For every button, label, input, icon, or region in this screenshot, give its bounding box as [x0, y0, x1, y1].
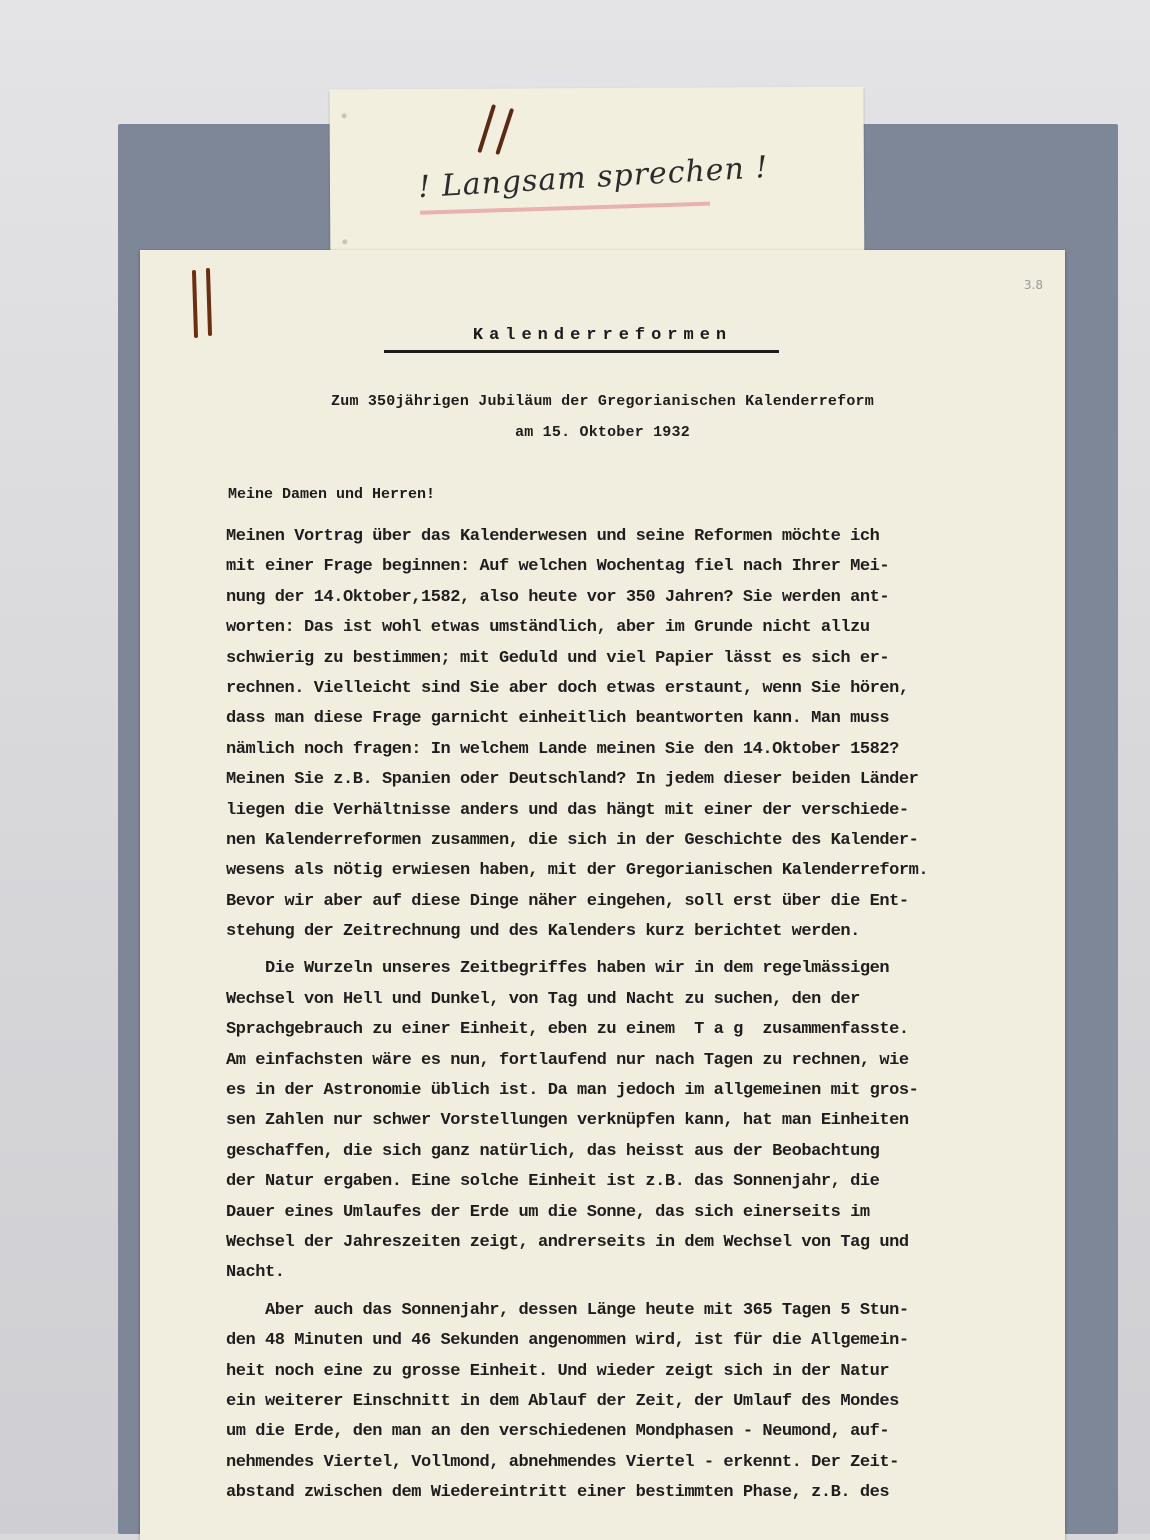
- text-line: Wechsel der Jahreszeiten zeigt, andrerseits in dem Wechsel von Tag und: [226, 1232, 909, 1252]
- note-underline: [420, 202, 710, 215]
- text-line: geschaffen, die sich ganz natürlich, das heisst aus der Beobachtung: [226, 1141, 880, 1161]
- punch-hole: [342, 239, 347, 244]
- text-line: schwierig zu bestimmen; mit Geduld und viel Papier lässt es sich er-: [226, 648, 890, 668]
- text-line: heit noch eine zu grosse Einheit. Und wieder zeigt sich in der Natur: [226, 1361, 890, 1381]
- paragraph: [226, 522, 1066, 947]
- text-line: ein weiterer Einschnitt in dem Ablauf der Zeit, der Umlauf des Mondes: [226, 1391, 899, 1411]
- subtitle-line: am 15. Oktober 1932: [515, 424, 690, 441]
- paragraph-gap: [226, 1289, 1066, 1296]
- salutation: Meine Damen und Herren!: [228, 486, 436, 503]
- text-line: sen Zahlen nur schwer Vorstellungen verknüpfen kann, hat man Einheiten: [226, 1111, 909, 1131]
- paragraph-gap: [226, 947, 1066, 954]
- text-line: stehung der Zeitrechnung und des Kalenders kurz berichtet werden.: [226, 922, 860, 942]
- ink-mark-icon: [450, 100, 530, 160]
- text-line: rechnen. Vielleicht sind Sie aber doch etwas erstaunt, wenn Sie hören,: [226, 678, 909, 698]
- subtitle-line: Zum 350jährigen Jubiläum der Gregorianischen Kalenderreform: [331, 393, 874, 410]
- text-line: abstand zwischen dem Wiedereintritt einer bestimmten Phase, z.B. des: [226, 1483, 890, 1503]
- punch-hole: [342, 113, 347, 118]
- text-line: nämlich noch fragen: In welchem Lande meinen Sie den 14.Oktober 1582?: [226, 739, 899, 759]
- paragraph: [226, 954, 1066, 1288]
- text-line: dass man diese Frage garnicht einheitlich beantworten kann. Man muss: [226, 709, 890, 729]
- text-line: Bevor wir aber auf diese Dinge näher eingehen, soll erst über die Ent-: [226, 891, 909, 911]
- text-line: Die Wurzeln unseres Zeitbegriffes haben wir in dem regelmässigen: [226, 959, 890, 979]
- body-text: [226, 522, 1066, 1509]
- text-line: Aber auch das Sonnenjahr, dessen Länge heute mit 365 Tagen 5 Stun-: [226, 1300, 909, 1320]
- text-line: nen Kalenderreformen zusammen, die sich in der Geschichte des Kalender-: [226, 830, 919, 850]
- text-line: der Natur ergaben. Eine solche Einheit ist z.B. das Sonnenjahr, die: [226, 1172, 880, 1192]
- text-line: Dauer eines Umlaufes der Erde um die Sonne, das sich einerseits im: [226, 1202, 870, 1222]
- page-number: 3.8: [1023, 278, 1043, 292]
- text-line: nehmendes Viertel, Vollmond, abnehmendes Viertel - erkennt. Der Zeit-: [226, 1452, 899, 1472]
- document-title: Kalenderreformen: [472, 326, 733, 345]
- text-line: Am einfachsten wäre es nun, fortlaufend nur nach Tagen zu rechnen, wie: [226, 1050, 909, 1070]
- text-line: Meinen Sie z.B. Spanien oder Deutschland? In jedem dieser beiden Länder: [226, 770, 919, 790]
- text-line: es in der Astronomie üblich ist. Da man jedoch im allgemeinen mit gros-: [226, 1081, 919, 1101]
- typed-page: [140, 250, 1065, 1540]
- handwritten-note: ! Langsam sprechen !: [417, 149, 770, 206]
- text-line: wesens als nötig erwiesen haben, mit der Gregorianischen Kalenderreform.: [226, 861, 929, 881]
- text-line: den 48 Minuten und 46 Sekunden angenommen wird, ist für die Allgemein-: [226, 1331, 909, 1351]
- text-line: Wechsel von Hell und Dunkel, von Tag und Nacht zu suchen, den der: [226, 989, 860, 1009]
- text-line: liegen die Verhältnisse anders und das hängt mit einer der verschiede-: [226, 800, 909, 820]
- text-line: mit einer Frage beginnen: Auf welchen Wochentag fiel nach Ihrer Mei-: [226, 557, 890, 577]
- text-line: worten: Das ist wohl etwas umständlich, aber im Grunde nicht allzu: [226, 618, 870, 638]
- title-underline: [384, 350, 779, 353]
- text-line: nung der 14.Oktober,1582, also heute vor 350 Jahren? Sie werden ant-: [226, 587, 890, 607]
- text-line: Nacht.: [226, 1263, 285, 1283]
- paragraph: [226, 1296, 1066, 1509]
- text-line: Sprachgebrauch zu einer Einheit, eben zu einem T a g zusammenfasste.: [226, 1020, 909, 1040]
- text-line: Meinen Vortrag über das Kalenderwesen und seine Reformen möchte ich: [226, 527, 880, 546]
- text-line: um die Erde, den man an den verschiedenen Mondphasen - Neumond, auf-: [226, 1422, 890, 1442]
